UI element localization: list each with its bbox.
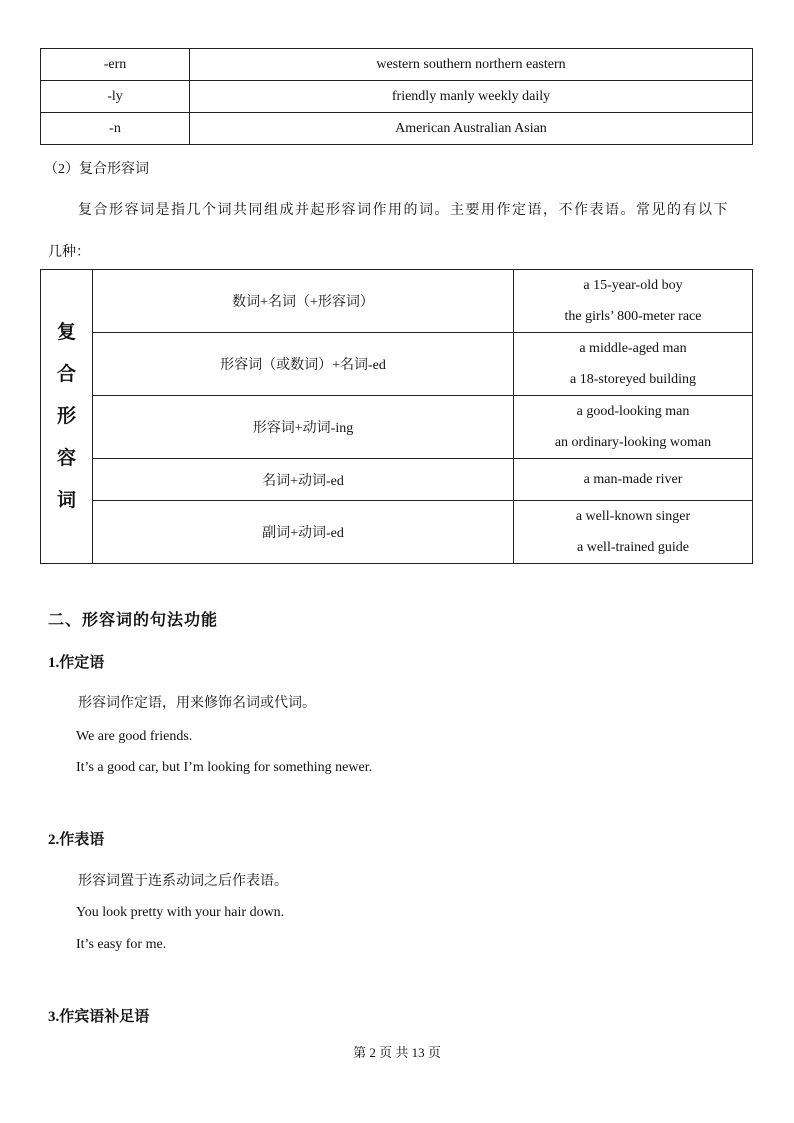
pattern-cell: 名词+动词-ed <box>93 459 514 501</box>
examples-cell: friendly manly weekly daily <box>190 81 753 113</box>
example-text: an ordinary-looking woman <box>554 435 712 450</box>
suffix-cell: -ly <box>41 81 190 113</box>
examples-cell <box>514 459 753 501</box>
pattern-cell: 形容词+动词-ing <box>93 396 514 459</box>
example-text: the girls’ 800-meter race <box>564 309 702 324</box>
example-text: a middle-aged man <box>579 341 687 356</box>
example-text: a man-made river <box>583 472 683 487</box>
suffix-table <box>40 48 753 145</box>
table-row <box>41 81 753 113</box>
table-row <box>41 113 753 145</box>
table-row <box>41 396 753 459</box>
function-heading: 3.作宾语补足语 <box>48 1009 150 1025</box>
example-text: a 18-storeyed building <box>570 372 696 387</box>
example-sentence: You look pretty with your hair down. <box>76 905 285 920</box>
examples-cell: western southern northern eastern <box>190 49 753 81</box>
side-label-char: 容 <box>56 447 76 469</box>
table-row <box>41 459 753 501</box>
examples-cell <box>514 396 753 459</box>
function-desc: 形容词作定语，用来修饰名词或代词。 <box>78 696 316 711</box>
table-row <box>41 49 753 81</box>
side-label-char: 词 <box>56 489 76 511</box>
table-row <box>41 333 753 396</box>
pattern-cell: 数词+名词（+形容词） <box>93 270 514 333</box>
compound-table <box>40 269 753 564</box>
page-footer: 第 2 页 共 13 页 <box>353 1045 441 1060</box>
examples-cell <box>514 333 753 396</box>
examples-cell: American Australian Asian <box>190 113 753 145</box>
table-row <box>41 501 753 564</box>
section-title: 二、形容词的句法功能 <box>48 612 219 629</box>
suffix-cell: -ern <box>41 49 190 81</box>
compound-intro: 复合形容词是指几个词共同组成并起形容词作用的词。主要用作定语，不作表语。常见的有以下 <box>78 203 729 218</box>
compound-intro-cont: 几种： <box>48 245 90 260</box>
table-row <box>41 270 753 333</box>
function-heading: 2.作表语 <box>48 832 105 848</box>
suffix-cell: -n <box>41 113 190 145</box>
example-text: a 15-year-old boy <box>583 278 683 293</box>
example-sentence: We are good friends. <box>76 729 193 744</box>
example-sentence: It’s easy for me. <box>76 937 167 952</box>
example-text: a good-looking man <box>576 404 690 419</box>
pattern-cell: 形容词（或数词）+名词-ed <box>93 333 514 396</box>
function-desc: 形容词置于连系动词之后作表语。 <box>78 874 288 889</box>
side-label-char: 合 <box>56 363 76 385</box>
side-label-char: 形 <box>56 405 76 427</box>
function-heading: 1.作定语 <box>48 655 105 671</box>
example-text: a well-trained guide <box>577 540 689 555</box>
examples-cell <box>514 270 753 333</box>
example-sentence: It’s a good car, but I’m looking for something newer. <box>76 760 373 775</box>
side-label <box>41 270 93 564</box>
example-text: a well-known singer <box>575 509 691 524</box>
pattern-cell: 副词+动词-ed <box>93 501 514 564</box>
examples-cell <box>514 501 753 564</box>
side-label-char: 复 <box>56 321 76 343</box>
compound-heading: （2）复合形容词 <box>44 162 149 177</box>
